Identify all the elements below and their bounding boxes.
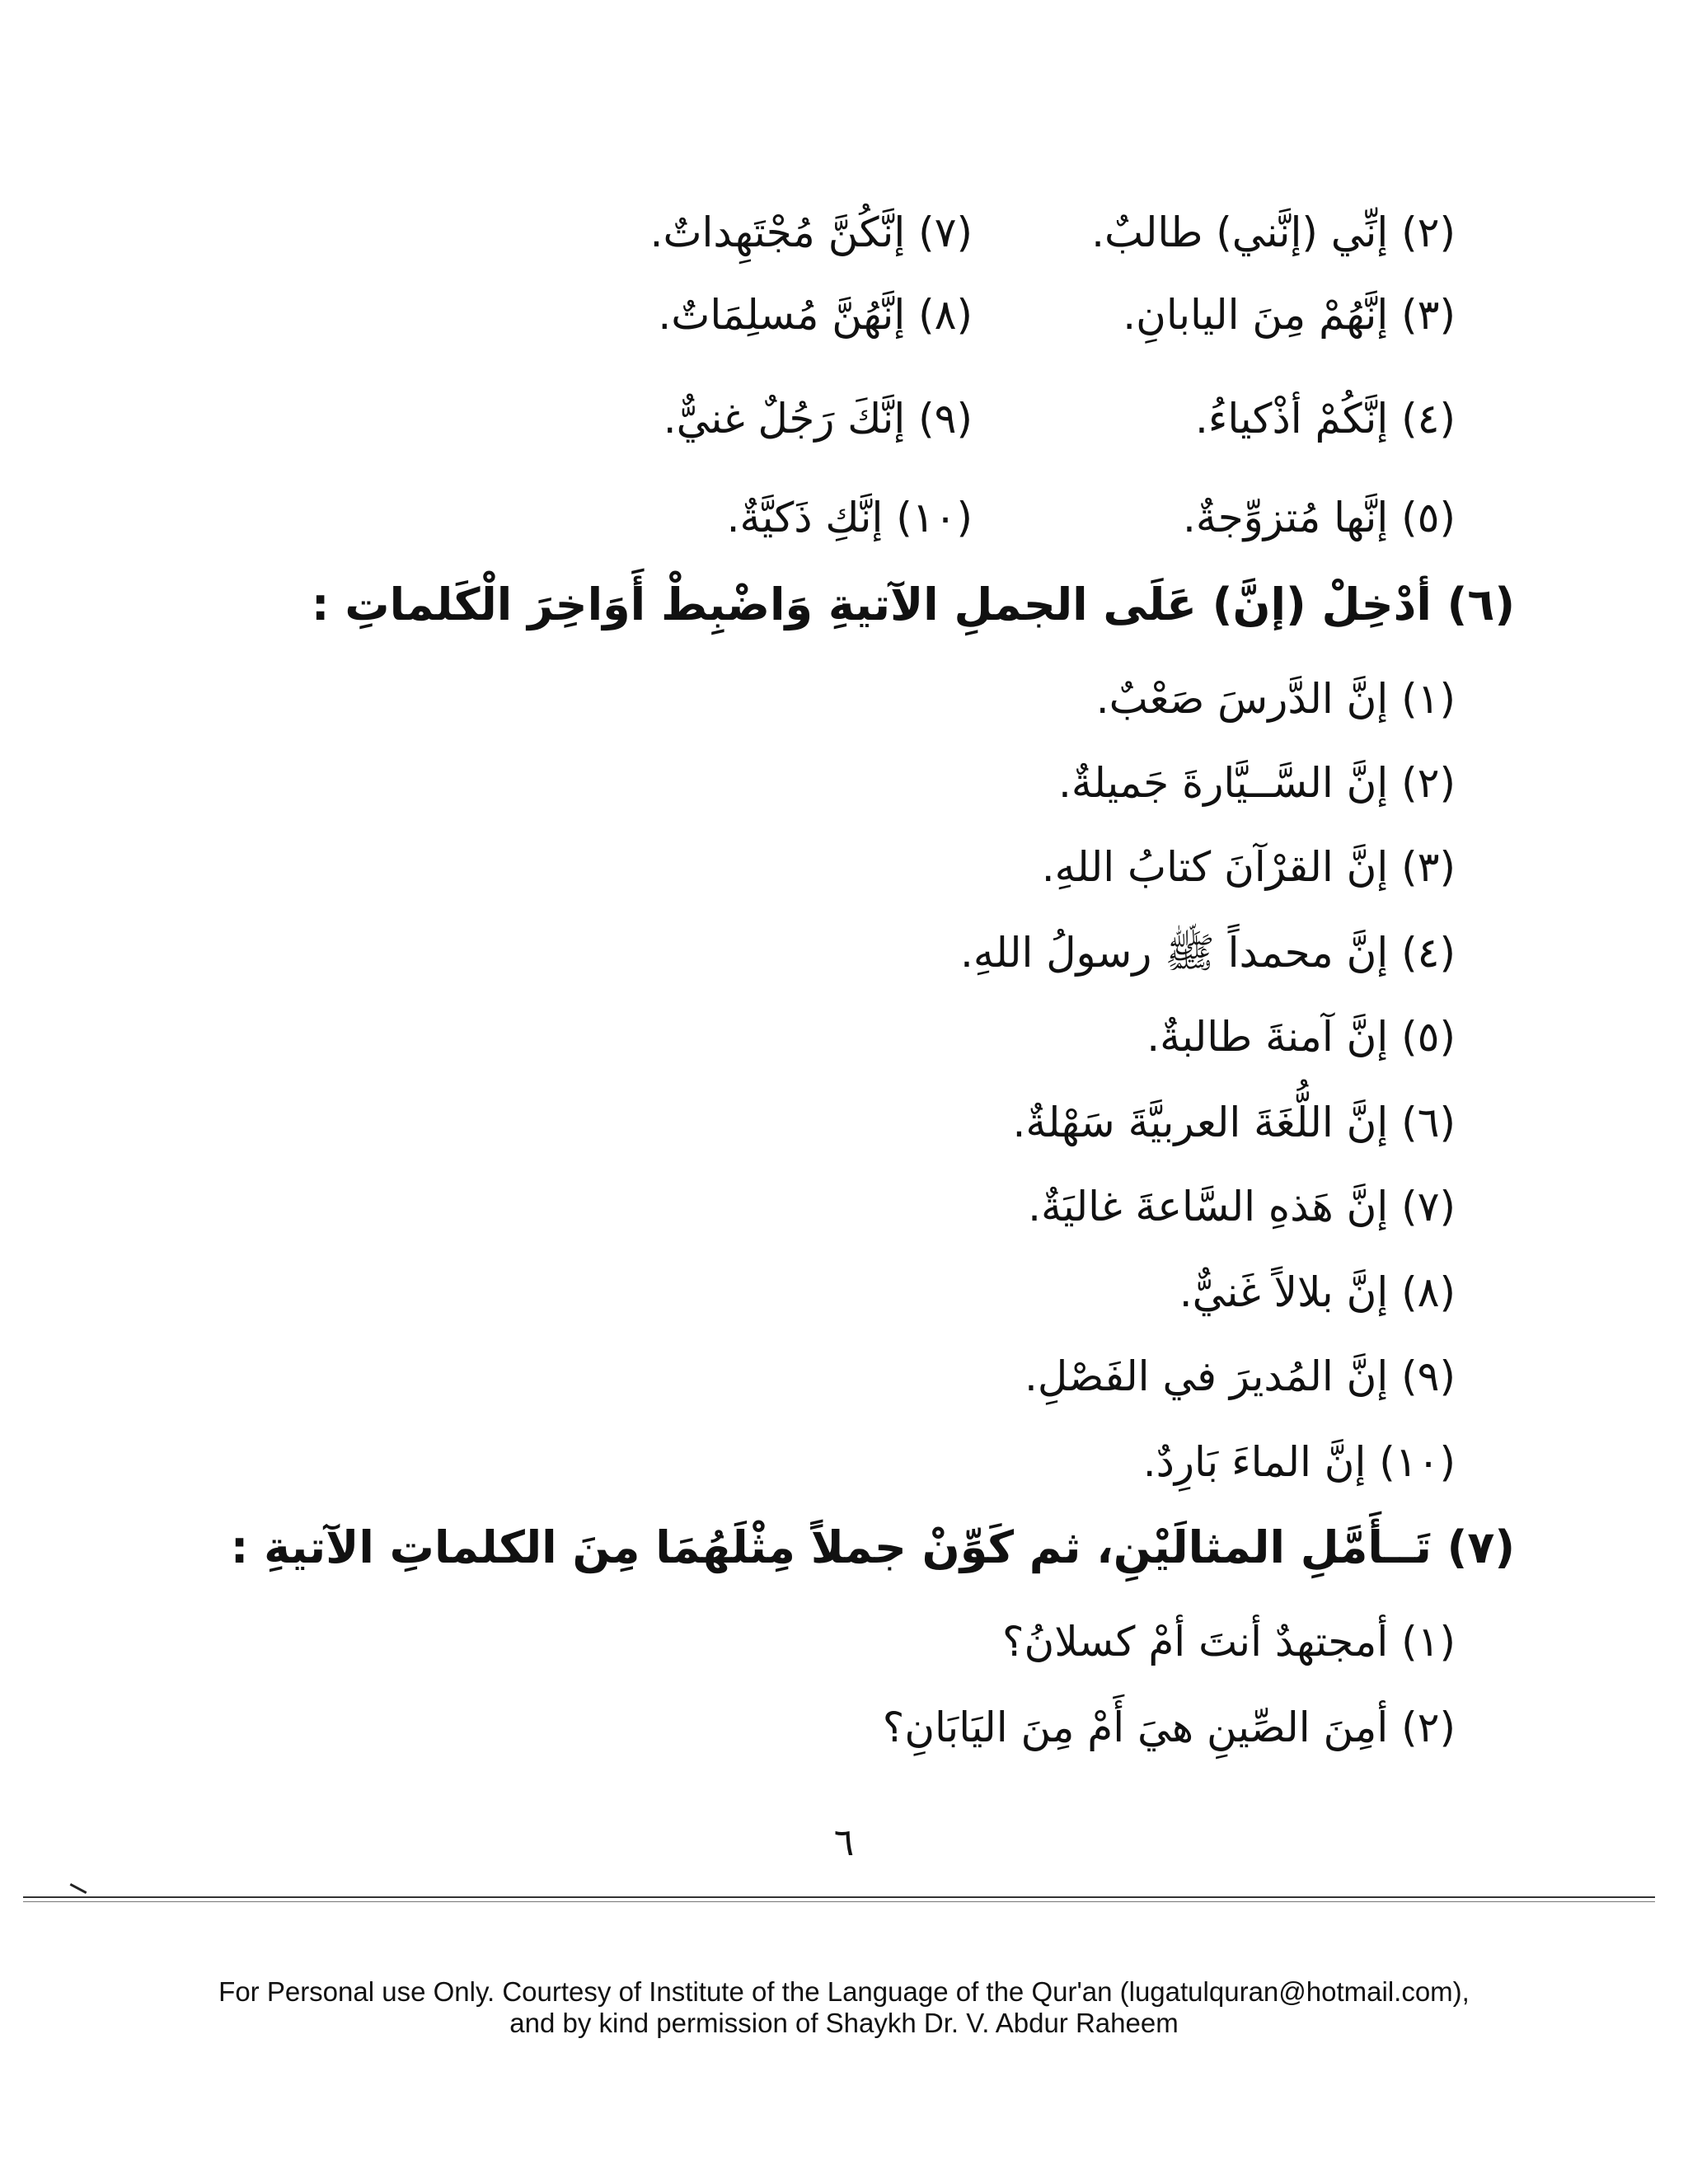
exercise5-item-10: (١٠) إنَّكِ ذَكيَّةٌ. (726, 494, 973, 541)
exercise5-item-4: (٤) إنَّكُمْ أذْكياءُ. (1194, 395, 1456, 443)
exercise6-heading: (٦) أدْخِلْ (إنَّ) عَلَى الجملِ الآتيةِ وَاضْبِطْ أَوَاخِرَ الْكَلماتِ : (311, 579, 1515, 630)
exercise5-item-2: (٢) إنِّي (إنَّني) طالبٌ. (1091, 209, 1456, 256)
exercise6-item: (٦) إنَّ اللُّغَةَ العربيَّةَ سَهْلةٌ. (1012, 1099, 1456, 1146)
footer-line-2: and by kind permission of Shaykh Dr. V. Abdur Raheem (509, 2008, 1179, 2038)
exercise5-item-5: (٥) إنَّها مُتزوِّجةٌ. (1183, 494, 1456, 541)
exercise5-item-9: (٩) إنَّكَ رَجُلٌ غنيٌّ. (663, 395, 973, 443)
exercise6-item: (١٠) إنَّ الماءَ بَارِدٌ. (1142, 1438, 1456, 1486)
footer-rule (23, 1896, 1655, 1898)
page-number: ٦ (833, 1820, 855, 1864)
exercise6-item: (٢) إنَّ السَّــيَّارةَ جَميلةٌ. (1057, 759, 1456, 807)
exercise7-item: (٢) أمِنَ الصِّينِ هيَ أَمْ مِنَ اليَابَانِ؟ (882, 1704, 1456, 1751)
exercise5-item-8: (٨) إنَّهُنَّ مُسلِمَاتٌ. (658, 291, 973, 339)
exercise6-item: (٨) إنَّ بلالاً غَنيٌّ. (1179, 1268, 1456, 1316)
exercise6-item: (٤) إنَّ محمداً ﷺ رسولُ اللهِ. (959, 929, 1456, 977)
exercise6-item: (٣) إنَّ القرْآنَ كتابُ اللهِ. (1041, 843, 1456, 891)
footer-rule-thin (23, 1901, 1655, 1902)
exercise6-item: (١) إنَّ الدَّرسَ صَعْبٌ. (1095, 675, 1456, 723)
footer-line-1: For Personal use Only. Courtesy of Institute of the Language of the Qur'an (lugatulquran@hotmail.com), (218, 1976, 1470, 2007)
exercise6-item: (٥) إنَّ آمنةَ طالبةٌ. (1146, 1013, 1456, 1061)
exercise6-item: (٩) إنَّ المُديرَ في الفَصْلِ. (1025, 1352, 1456, 1400)
scan-mark (70, 1883, 87, 1894)
exercise5-item-7: (٧) إنَّكُنَّ مُجْتَهِداتٌ. (649, 209, 973, 256)
exercise6-item: (٧) إنَّ هَذهِ السَّاعةَ غاليَةٌ. (1028, 1183, 1456, 1230)
exercise7-item: (١) أمجتهدٌ أنتَ أمْ كسلانُ؟ (1001, 1618, 1456, 1666)
exercise5-item-3: (٣) إنَّهُمْ مِنَ اليابانِ. (1123, 291, 1456, 339)
exercise7-heading: (٧) تَــأَمَّلِ المثالَيْنِ، ثم كَوِّنْ جملاً مِثْلَهُمَا مِنَ الكلماتِ الآتيةِ : (230, 1521, 1515, 1573)
